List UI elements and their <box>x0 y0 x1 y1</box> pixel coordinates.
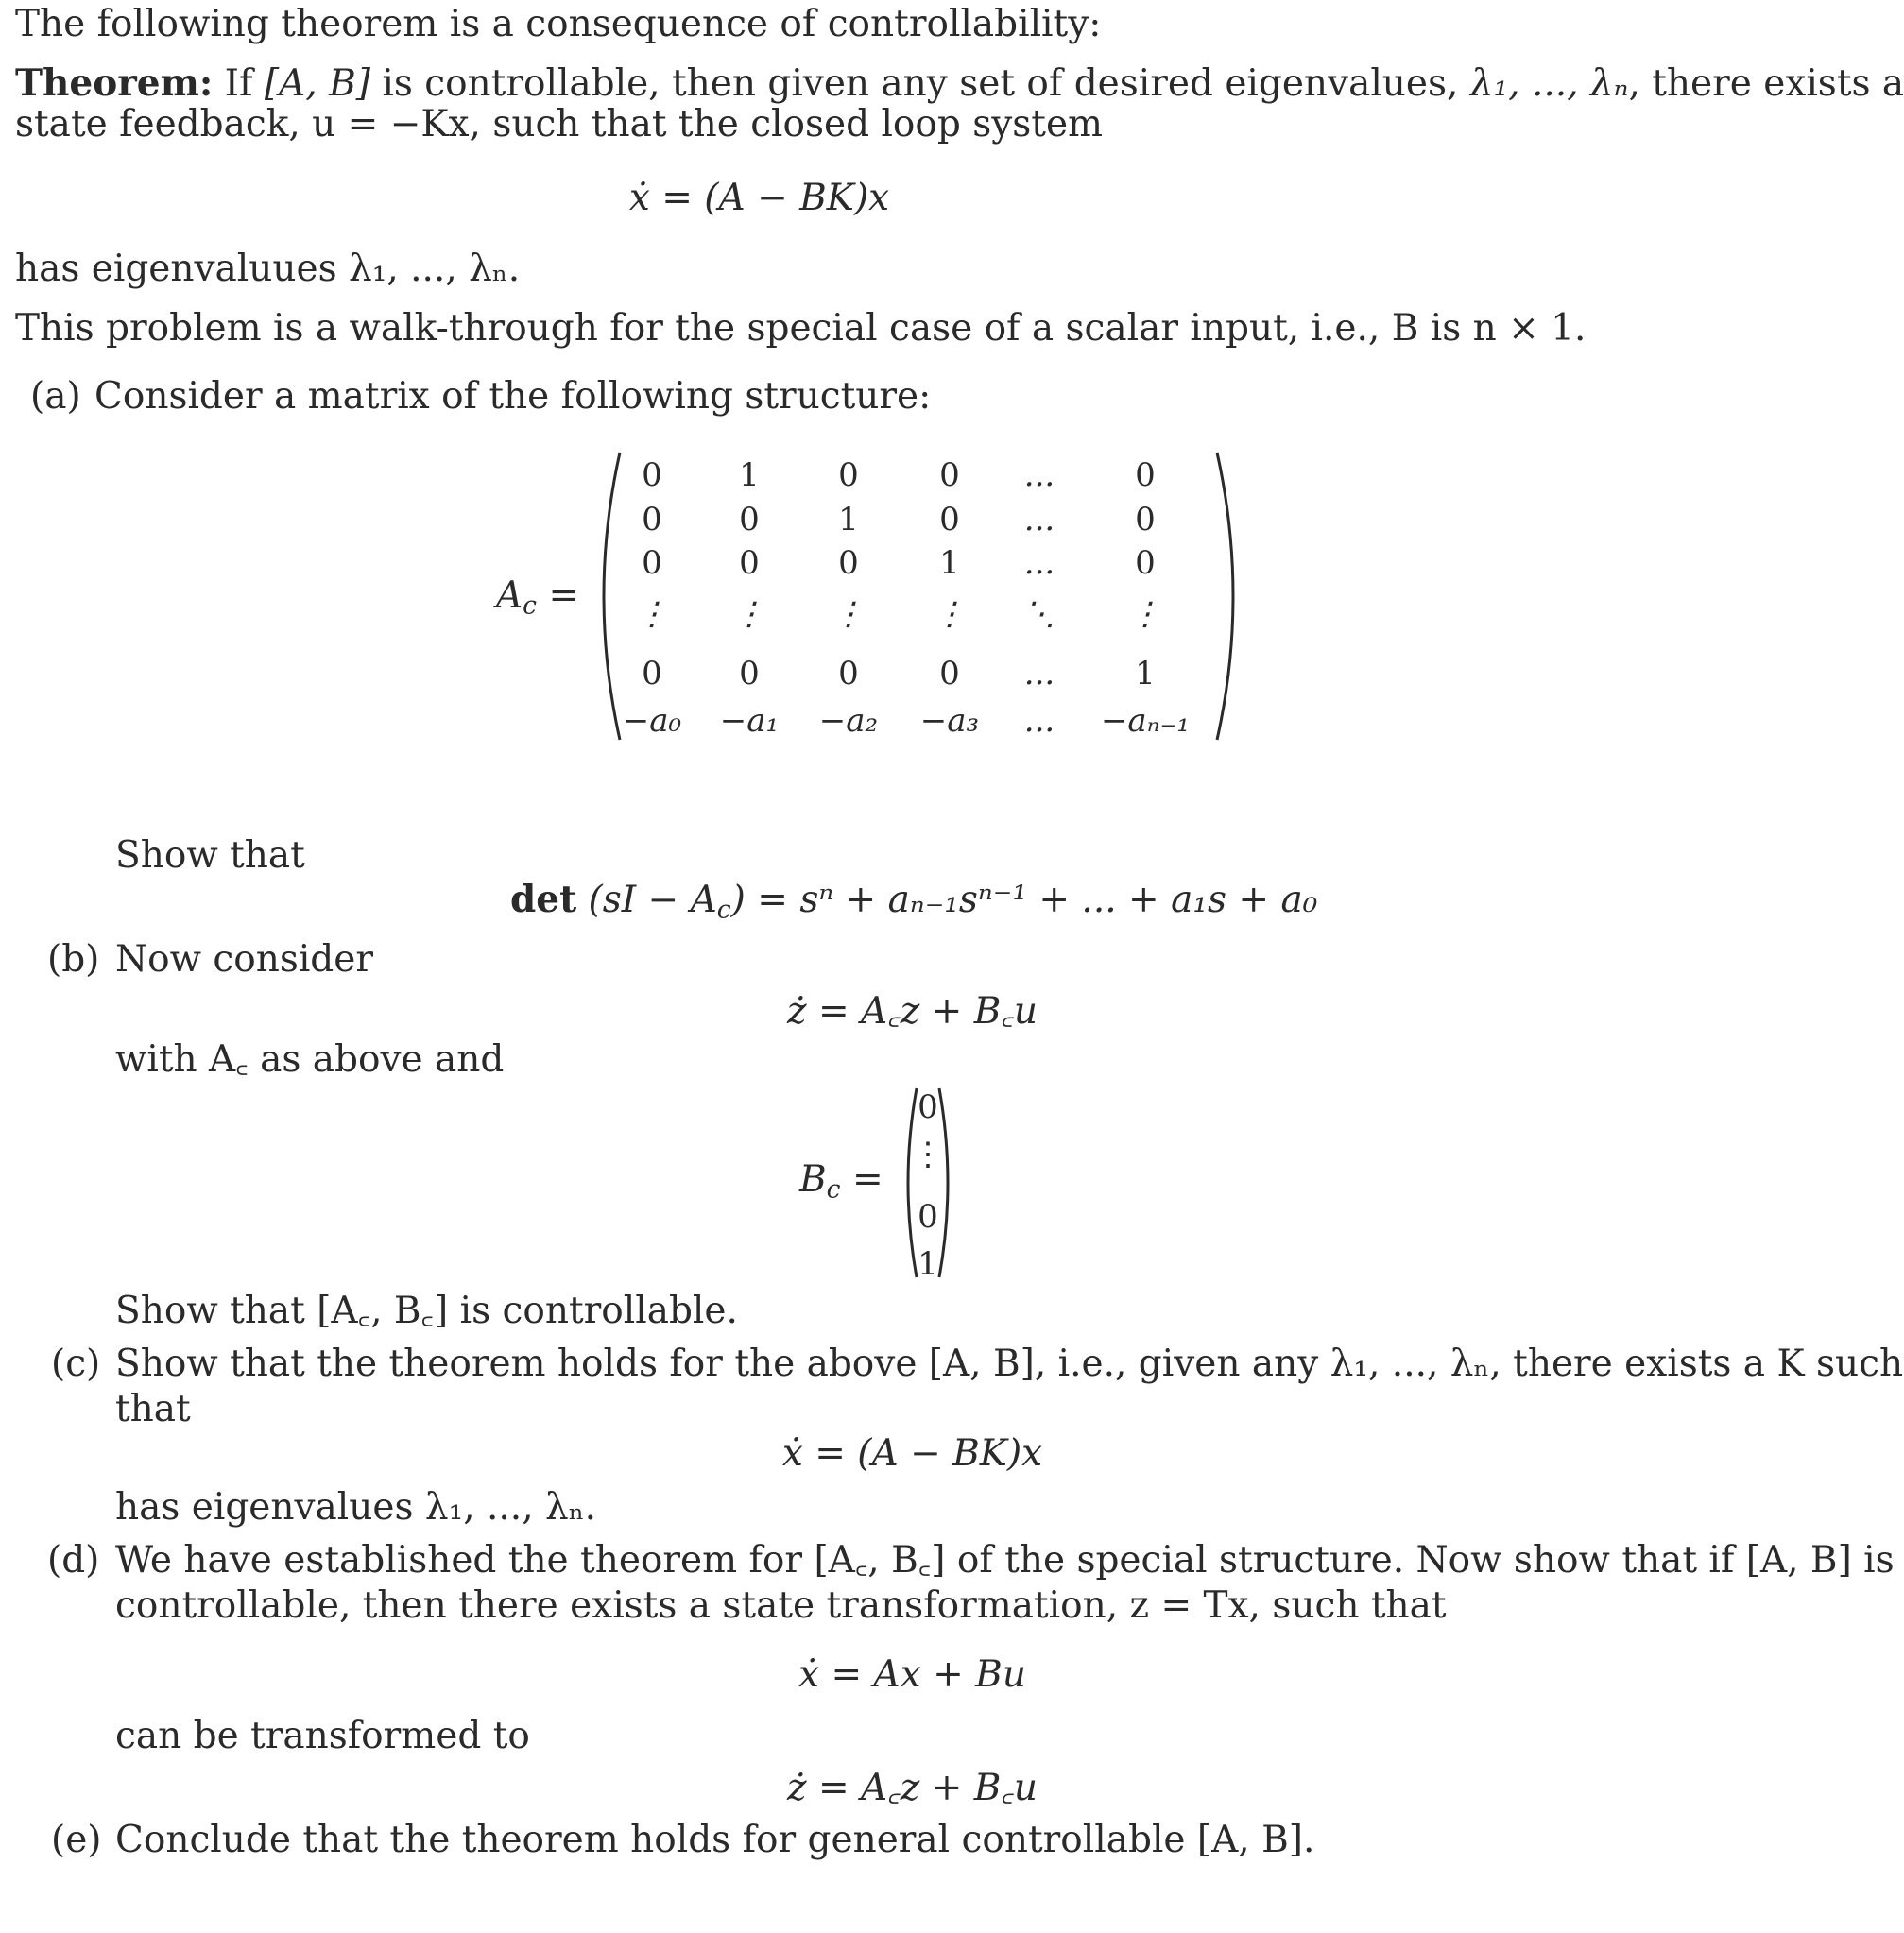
ac-matrix-name: $A_c$ = <box>496 574 580 621</box>
theorem-after: has eigenvaluues λ₁, ..., λₙ. <box>15 248 521 290</box>
theorem-lambdas: λ₁, ..., λₙ <box>1469 62 1629 105</box>
theorem-line-1 <box>15 61 1904 105</box>
ac-matrix-cell: 0 <box>1135 544 1156 582</box>
ac-matrix-cell: 0 <box>739 655 760 693</box>
part-a-text: Consider a matrix of the following structure: <box>94 375 932 418</box>
ac-matrix-cell: ⋮ <box>1129 595 1161 633</box>
bc-vector-name: $B_c$ = <box>799 1158 883 1205</box>
ac-matrix-cell: 0 <box>838 544 859 582</box>
ac-matrix-cell: −a₀ <box>622 702 682 740</box>
part-d-line1: We have established the theorem for [A꜀, B꜀] of the special structure. Now show that if [A, B] is <box>115 1539 1895 1582</box>
ac-matrix-cell: 0 <box>642 501 662 539</box>
part-c-after: has eigenvalues λ₁, ..., λₙ. <box>115 1486 596 1529</box>
theorem-ab: [A, B] <box>264 62 370 105</box>
ac-matrix-cell: 0 <box>642 544 662 582</box>
ac-matrix-cell: 0 <box>939 456 960 494</box>
part-d-equation1: ẋ = Ax + Bu <box>798 1653 1026 1696</box>
ac-matrix-cell: −aₙ₋₁ <box>1100 702 1191 740</box>
ac-matrix-cell: 0 <box>838 456 859 494</box>
part-b-label: (b) <box>47 938 100 981</box>
det-equation: $\det (sI - A_c) = s^n + a_{n-1}s^{n-1}$ + ... + a₁s + a₀ <box>510 878 1318 925</box>
theorem-line-2: state feedback, u = −Kx, such that the closed loop system <box>15 103 1104 145</box>
bc-vector-cell: ⋮ <box>912 1136 944 1173</box>
ac-matrix-cell: ⋮ <box>636 595 668 633</box>
part-a-show: Show that <box>115 834 305 877</box>
part-c-line1: Show that the theorem holds for the above [A, B], i.e., given any λ₁, ..., λₙ, there exists a K such <box>115 1343 1904 1385</box>
ac-matrix-cell: 0 <box>739 544 760 582</box>
ac-matrix-cell: ... <box>1023 655 1055 693</box>
bc-vector-cell: 0 <box>918 1198 938 1236</box>
ac-matrix-cell: ⋮ <box>934 595 966 633</box>
ac-matrix-cell: 0 <box>1135 501 1156 539</box>
ac-matrix-cell: ⋱ <box>1023 595 1055 633</box>
part-d-line2: controllable, then there exists a state transformation, z = Tx, such that <box>115 1584 1447 1627</box>
ac-matrix-cell: 1 <box>838 501 859 539</box>
ac-matrix-cell: 0 <box>939 501 960 539</box>
theorem-line1-mid: is controllable, then given any set of desired eigenvalues, <box>369 62 1470 105</box>
part-b-show: Show that [A꜀, B꜀] is controllable. <box>115 1290 738 1332</box>
ac-matrix-cell: 1 <box>939 544 960 582</box>
ac-matrix-cell: 0 <box>939 655 960 693</box>
part-a-label: (a) <box>30 375 81 418</box>
part-c-label: (c) <box>51 1343 101 1385</box>
ac-matrix-cell: ⋮ <box>832 595 865 633</box>
part-c-line2: that <box>115 1388 191 1430</box>
ac-matrix-cell: 1 <box>1135 655 1156 693</box>
ac-matrix-cell: ... <box>1023 456 1055 494</box>
ac-matrix-cell: 1 <box>739 456 760 494</box>
problem-intro: This problem is a walk-through for the special case of a scalar input, i.e., B is n × 1. <box>15 307 1587 350</box>
theorem-line1-start: If <box>224 62 265 105</box>
ac-matrix-cell: ... <box>1023 544 1055 582</box>
ac-matrix-cell: 0 <box>642 655 662 693</box>
theorem-label: Theorem: <box>15 61 214 105</box>
ac-matrix-cell: 0 <box>1135 456 1156 494</box>
bc-vector-cell: 1 <box>918 1245 938 1283</box>
part-b-text: Now consider <box>115 938 373 981</box>
part-d-label: (d) <box>47 1539 100 1582</box>
bc-vector-cell: 0 <box>918 1088 938 1126</box>
ac-matrix-cell: ... <box>1023 501 1055 539</box>
part-c-equation: ẋ = (A − BK)x <box>781 1432 1043 1475</box>
part-b-with: with A꜀ as above and <box>115 1038 505 1081</box>
ac-matrix-cell: 0 <box>739 501 760 539</box>
ac-matrix-cell: ... <box>1023 702 1055 740</box>
ac-matrix-cell: 0 <box>642 456 662 494</box>
part-e-text: Conclude that the theorem holds for general controllable [A, B]. <box>115 1819 1315 1861</box>
intro-text: The following theorem is a consequence of controllability: <box>15 3 1102 45</box>
ac-matrix-cell: ⋮ <box>733 595 765 633</box>
theorem-equation: ẋ = (A − BK)x <box>628 177 890 219</box>
ac-matrix-cell: −a₂ <box>818 702 879 740</box>
ac-matrix-cell: −a₁ <box>719 702 780 740</box>
part-d-equation2: ż = A꜀z + B꜀u <box>787 1767 1038 1809</box>
part-b-equation: ż = A꜀z + B꜀u <box>787 990 1038 1033</box>
part-e-label: (e) <box>51 1819 102 1861</box>
theorem-line1-end: , there exists a <box>1628 62 1904 105</box>
part-d-middle: can be transformed to <box>115 1715 530 1757</box>
ac-matrix-cell: 0 <box>838 655 859 693</box>
ac-matrix-cell: −a₃ <box>919 702 980 740</box>
